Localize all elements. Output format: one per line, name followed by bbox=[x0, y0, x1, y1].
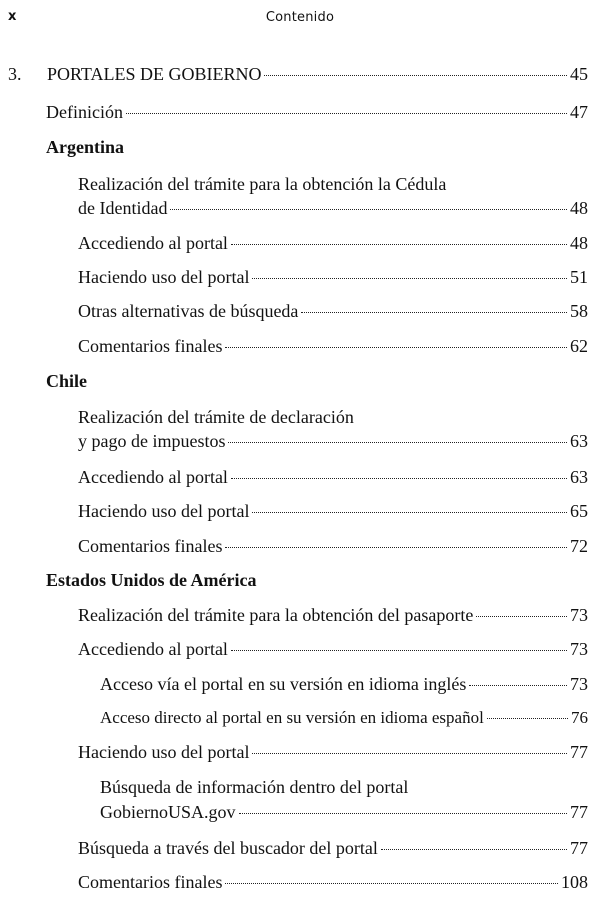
toc-subentry[interactable] bbox=[100, 706, 588, 730]
dot-leader bbox=[487, 718, 568, 719]
dot-leader bbox=[476, 616, 567, 617]
entry-title: GobiernoUSA.gov bbox=[100, 802, 236, 822]
toc-entry[interactable] bbox=[78, 265, 588, 289]
page-ref: 77 bbox=[570, 742, 588, 762]
toc-subentry[interactable] bbox=[100, 800, 588, 824]
toc-chapter-entry[interactable] bbox=[8, 62, 588, 86]
page-header bbox=[0, 9, 600, 29]
toc-entry[interactable] bbox=[78, 499, 588, 523]
entry-title: Comentarios finales bbox=[78, 536, 223, 556]
toc-subentry[interactable] bbox=[100, 672, 588, 696]
entry-title: Búsqueda a través del buscador del portal bbox=[78, 838, 378, 858]
dot-leader bbox=[231, 650, 567, 651]
section-heading-chile: Chile bbox=[46, 371, 88, 391]
toc-entry[interactable] bbox=[78, 196, 588, 220]
page-ref: 76 bbox=[571, 708, 588, 727]
entry-title: Realización del trámite para la obtención del pasaporte bbox=[78, 605, 474, 625]
page-number: x bbox=[8, 9, 17, 24]
entry-title: Accediendo al portal bbox=[78, 467, 228, 487]
entry-title: y pago de impuestos bbox=[78, 431, 226, 451]
page-ref: 77 bbox=[570, 838, 588, 858]
chapter-number: 3. bbox=[8, 64, 22, 84]
toc-entry[interactable] bbox=[78, 231, 588, 255]
toc-entry[interactable] bbox=[78, 870, 588, 894]
dot-leader bbox=[231, 478, 567, 479]
page-ref: 51 bbox=[570, 267, 588, 287]
chapter-title: PORTALES DE GOBIERNO bbox=[47, 64, 262, 84]
toc-entry-definicion[interactable] bbox=[46, 100, 588, 124]
entry-title: Accediendo al portal bbox=[78, 639, 228, 659]
dot-leader bbox=[469, 685, 567, 686]
entry-title: Comentarios finales bbox=[78, 872, 223, 892]
entry-title: Comentarios finales bbox=[78, 336, 223, 356]
dot-leader bbox=[381, 849, 567, 850]
running-head: Contenido bbox=[265, 10, 335, 25]
page-ref: 108 bbox=[561, 872, 588, 892]
page-ref: 62 bbox=[570, 336, 588, 356]
dot-leader bbox=[228, 442, 567, 443]
entry-title: Definición bbox=[46, 102, 123, 122]
dot-leader bbox=[239, 813, 568, 814]
toc-entry[interactable] bbox=[78, 465, 588, 489]
page-ref: 72 bbox=[570, 536, 588, 556]
toc-entry[interactable] bbox=[78, 334, 588, 358]
toc-entry[interactable] bbox=[78, 534, 588, 558]
page-ref: 47 bbox=[570, 102, 588, 122]
toc-entry[interactable] bbox=[78, 637, 588, 661]
section-heading-usa: Estados Unidos de América bbox=[46, 570, 257, 590]
entry-title-line1: Realización del trámite de declaración bbox=[78, 407, 354, 427]
dot-leader bbox=[225, 347, 567, 348]
entry-title: Haciendo uso del portal bbox=[78, 501, 250, 521]
dot-leader bbox=[252, 278, 567, 279]
page-ref: 58 bbox=[570, 301, 588, 321]
dot-leader bbox=[170, 209, 567, 210]
dot-leader bbox=[264, 75, 567, 76]
entry-title: Haciendo uso del portal bbox=[78, 267, 250, 287]
page-ref: 63 bbox=[570, 467, 588, 487]
entry-title: Accediendo al portal bbox=[78, 233, 228, 253]
entry-title: Acceso vía el portal en su versión en idioma inglés bbox=[100, 674, 467, 694]
entry-title: Acceso directo al portal en su versión en idioma español bbox=[100, 708, 484, 727]
page-ref: 48 bbox=[570, 198, 588, 218]
entry-title-line1: Búsqueda de información dentro del portal bbox=[100, 777, 409, 797]
entry-title: Haciendo uso del portal bbox=[78, 742, 250, 762]
page-ref: 73 bbox=[570, 639, 588, 659]
toc-entry[interactable] bbox=[78, 740, 588, 764]
dot-leader bbox=[225, 883, 558, 884]
page-ref: 73 bbox=[570, 605, 588, 625]
entry-title-line1: Realización del trámite para la obtención la Cédula bbox=[78, 174, 447, 194]
entry-title: de Identidad bbox=[78, 198, 168, 218]
toc-entry[interactable] bbox=[78, 603, 588, 627]
entry-title: Otras alternativas de búsqueda bbox=[78, 301, 299, 321]
page-ref: 45 bbox=[570, 64, 588, 84]
toc-entry[interactable] bbox=[78, 429, 588, 453]
dot-leader bbox=[252, 753, 567, 754]
section-heading-argentina: Argentina bbox=[46, 137, 124, 157]
page-ref: 65 bbox=[570, 501, 588, 521]
toc-entry[interactable] bbox=[78, 299, 588, 323]
dot-leader bbox=[126, 113, 567, 114]
page-ref: 63 bbox=[570, 431, 588, 451]
page-ref: 77 bbox=[570, 802, 588, 822]
dot-leader bbox=[231, 244, 567, 245]
page-ref: 48 bbox=[570, 233, 588, 253]
toc-entry[interactable] bbox=[78, 836, 588, 860]
dot-leader bbox=[301, 312, 567, 313]
dot-leader bbox=[252, 512, 567, 513]
page-ref: 73 bbox=[570, 674, 588, 694]
dot-leader bbox=[225, 547, 567, 548]
